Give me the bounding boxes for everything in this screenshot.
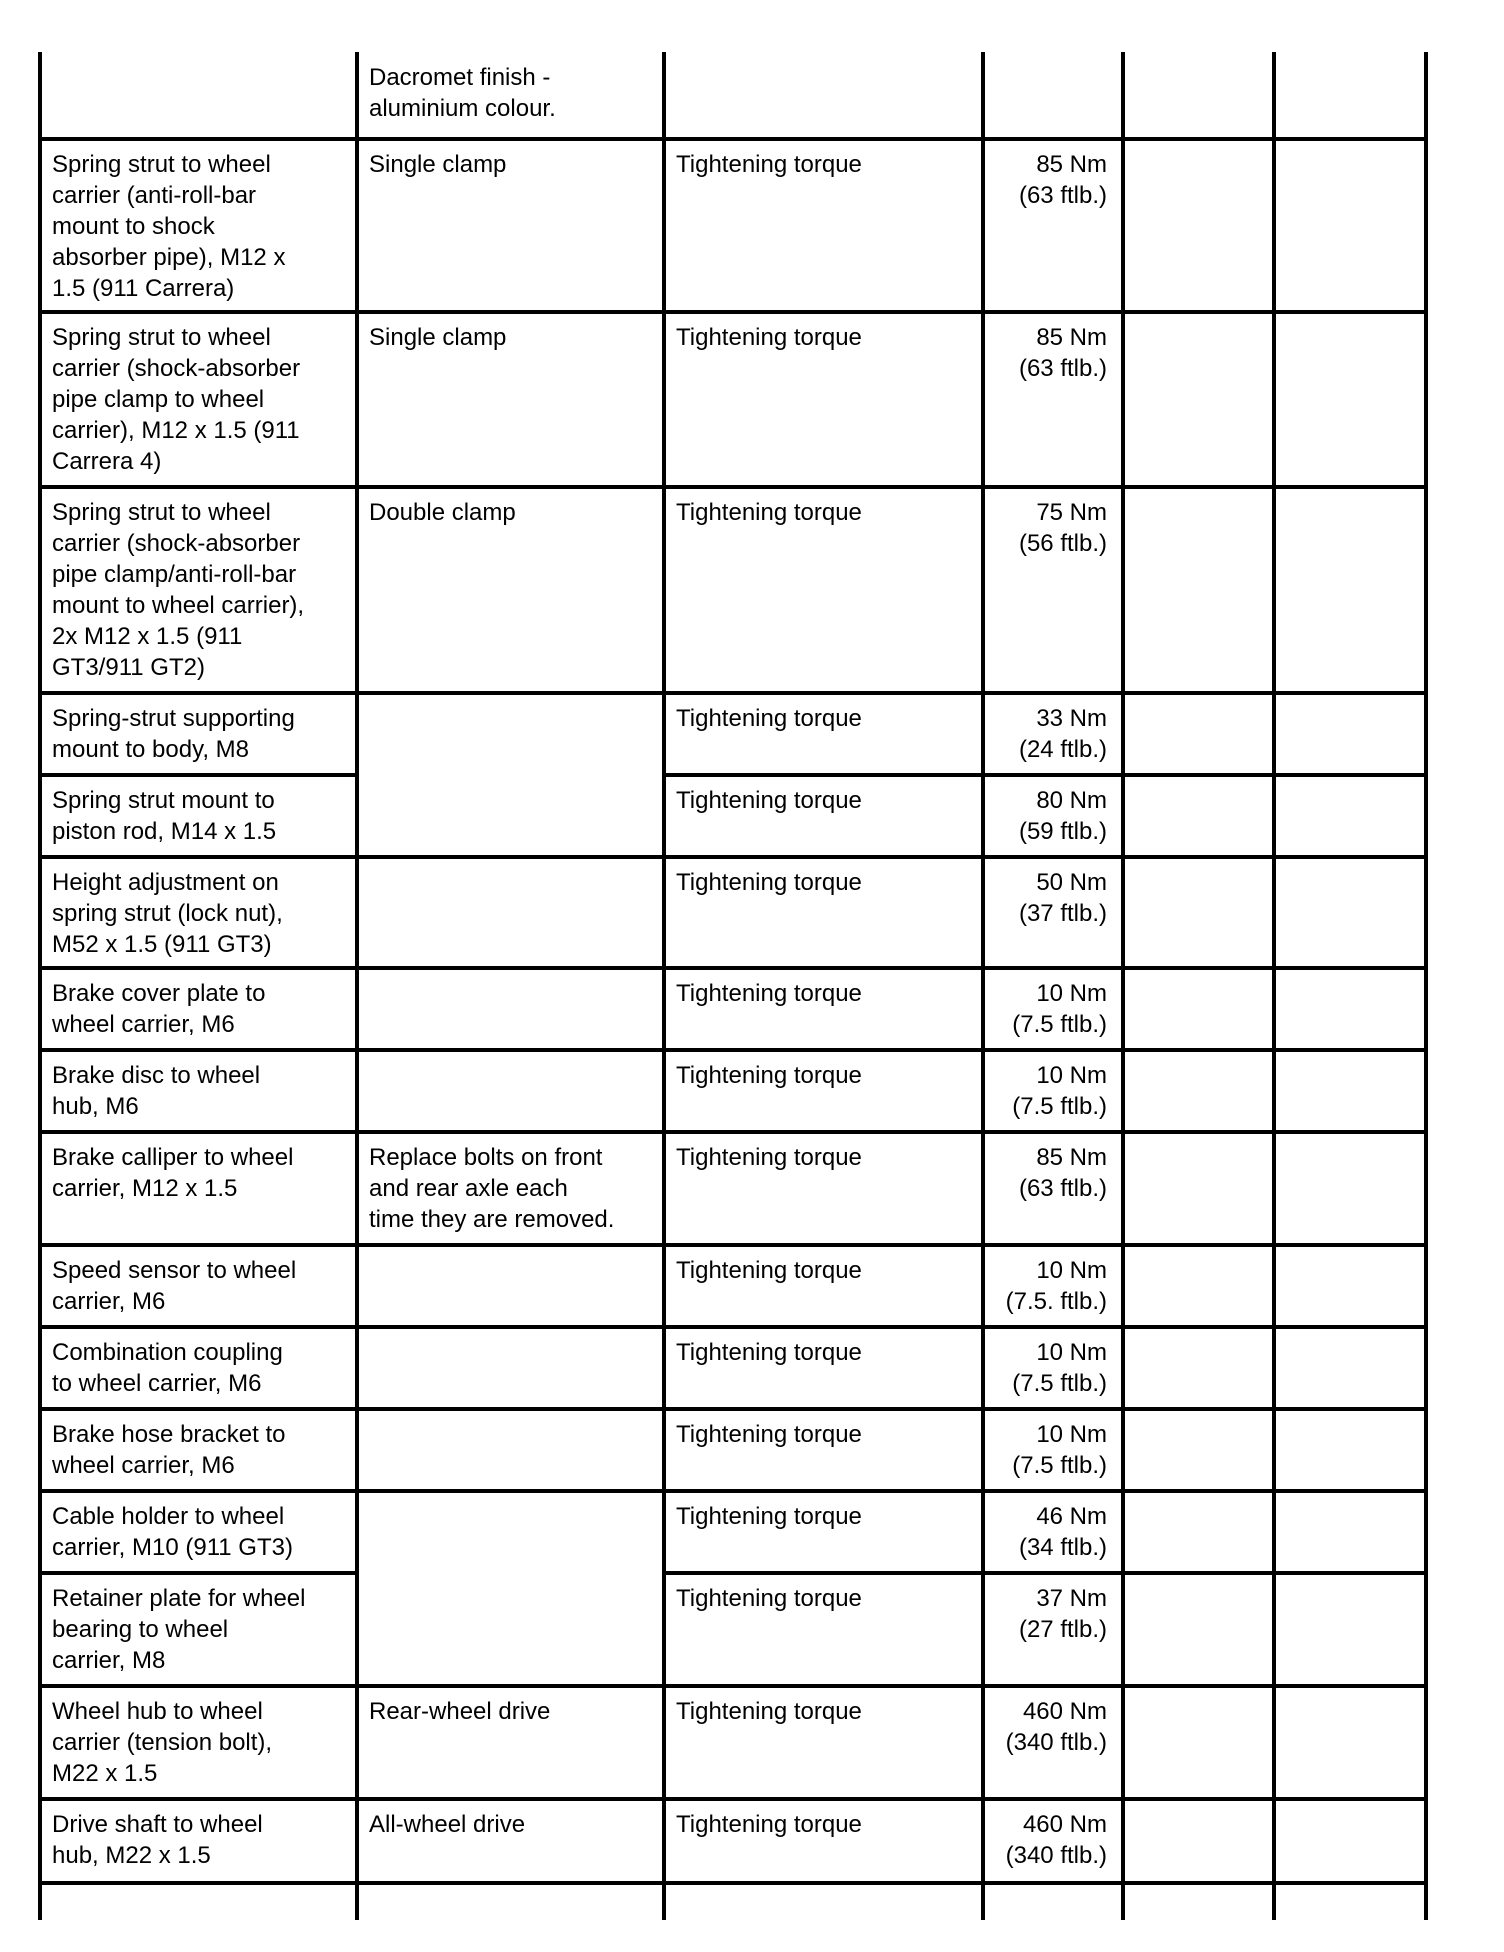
- description-cell: Spring strut to wheel carrier (shock-absorber pipe clamp to wheel carrier), M12 x 1.5 (911 Carrera 4): [52, 324, 301, 475]
- description-cell: Brake calliper to wheel carrier, M12 x 1.5: [52, 1144, 294, 1202]
- note-cell: Single clamp: [369, 151, 507, 178]
- note-cell: Single clamp: [369, 324, 507, 351]
- note-cell: All-wheel drive: [369, 1811, 526, 1838]
- torque-type-cell: Tightening torque: [676, 324, 862, 351]
- torque-type-cell: Tightening torque: [676, 1811, 862, 1838]
- torque-type-cell: Tightening torque: [676, 1585, 862, 1612]
- row-rule: [38, 1048, 1428, 1052]
- row-rule: [38, 1489, 1428, 1493]
- note-cell: Replace bolts on front and rear axle each time they are removed.: [369, 1144, 615, 1233]
- description-cell: Combination coupling to wheel carrier, M6: [52, 1339, 283, 1397]
- row-rule: [662, 1571, 1428, 1575]
- torque-value-cell: 10 Nm (7.5 ftlb.): [1012, 1062, 1107, 1120]
- torque-type-cell: Tightening torque: [676, 1503, 862, 1530]
- torque-value-cell: 85 Nm (63 ftlb.): [1018, 1144, 1107, 1202]
- torque-value-cell: 85 Nm (63 ftlb.): [1018, 151, 1107, 209]
- note-cell: Dacromet finish - aluminium colour.: [369, 64, 556, 122]
- row-rule: [38, 1881, 1428, 1885]
- row-rule: [38, 1684, 1428, 1688]
- torque-type-cell: Tightening torque: [676, 1144, 862, 1171]
- description-cell: Wheel hub to wheel carrier (tension bolt), M22 x 1.5: [52, 1698, 273, 1787]
- column-rule: [1272, 52, 1276, 1920]
- torque-value-cell: 10 Nm (7.5 ftlb.): [1012, 1421, 1107, 1479]
- torque-type-cell: Tightening torque: [676, 1339, 862, 1366]
- note-cell: Double clamp: [369, 499, 516, 526]
- row-rule: [38, 855, 1428, 859]
- torque-value-cell: 85 Nm (63 ftlb.): [1018, 324, 1107, 382]
- description-cell: Spring strut to wheel carrier (shock-absorber pipe clamp/anti-roll-bar mount to wheel carrier), 2x M12 x 1.5 (911 GT3/911 GT2): [52, 499, 305, 681]
- row-rule: [38, 1130, 1428, 1134]
- description-cell: Drive shaft to wheel hub, M22 x 1.5: [52, 1811, 263, 1869]
- column-rule: [1424, 52, 1428, 1920]
- torque-value-cell: 460 Nm (340 ftlb.): [1005, 1698, 1107, 1756]
- torque-value-cell: 460 Nm (340 ftlb.): [1005, 1811, 1107, 1869]
- torque-type-cell: Tightening torque: [676, 151, 862, 178]
- row-rule: [38, 310, 1428, 314]
- row-rule: [662, 773, 1428, 777]
- description-cell: Brake cover plate to wheel carrier, M6: [52, 980, 266, 1038]
- torque-value-cell: 75 Nm (56 ftlb.): [1018, 499, 1107, 557]
- row-rule: [38, 1571, 359, 1575]
- description-cell: Spring-strut supporting mount to body, M8: [52, 705, 295, 763]
- description-cell: Brake disc to wheel hub, M6: [52, 1062, 261, 1120]
- description-cell: Spring strut mount to piston rod, M14 x 1.5: [52, 787, 277, 845]
- torque-value-cell: 33 Nm (24 ftlb.): [1018, 705, 1107, 763]
- torque-type-cell: Tightening torque: [676, 787, 862, 814]
- torque-type-cell: Tightening torque: [676, 1421, 862, 1448]
- torque-value-cell: 10 Nm (7.5 ftlb.): [1012, 980, 1107, 1038]
- torque-type-cell: Tightening torque: [676, 499, 862, 526]
- torque-value-cell: 10 Nm (7.5. ftlb.): [1005, 1257, 1107, 1315]
- row-rule: [38, 773, 359, 777]
- torque-type-cell: Tightening torque: [676, 1257, 862, 1284]
- torque-type-cell: Tightening torque: [676, 980, 862, 1007]
- row-rule: [38, 1797, 1428, 1801]
- row-rule: [38, 691, 1428, 695]
- row-rule: [38, 137, 1428, 141]
- description-cell: Spring strut to wheel carrier (anti-roll-bar mount to shock absorber pipe), M12 x 1.5 (911 Carrera): [52, 151, 286, 302]
- description-cell: Height adjustment on spring strut (lock nut), M52 x 1.5 (911 GT3): [52, 869, 283, 958]
- torque-type-cell: Tightening torque: [676, 705, 862, 732]
- description-cell: Retainer plate for wheel bearing to wheel carrier, M8: [52, 1585, 306, 1674]
- row-rule: [38, 1243, 1428, 1247]
- torque-value-cell: 80 Nm (59 ftlb.): [1018, 787, 1107, 845]
- torque-value-cell: 50 Nm (37 ftlb.): [1018, 869, 1107, 927]
- row-rule: [38, 1407, 1428, 1411]
- note-cell: Rear-wheel drive: [369, 1698, 551, 1725]
- torque-value-cell: 46 Nm (34 ftlb.): [1018, 1503, 1107, 1561]
- row-rule: [38, 1325, 1428, 1329]
- description-cell: Cable holder to wheel carrier, M10 (911 GT3): [52, 1503, 293, 1561]
- row-rule: [38, 966, 1428, 970]
- torque-type-cell: Tightening torque: [676, 1698, 862, 1725]
- description-cell: Speed sensor to wheel carrier, M6: [52, 1257, 297, 1315]
- description-cell: Brake hose bracket to wheel carrier, M6: [52, 1421, 286, 1479]
- row-rule: [38, 485, 1428, 489]
- torque-value-cell: 10 Nm (7.5 ftlb.): [1012, 1339, 1107, 1397]
- torque-type-cell: Tightening torque: [676, 1062, 862, 1089]
- torque-type-cell: Tightening torque: [676, 869, 862, 896]
- torque-value-cell: 37 Nm (27 ftlb.): [1018, 1585, 1107, 1643]
- column-rule: [1121, 52, 1125, 1920]
